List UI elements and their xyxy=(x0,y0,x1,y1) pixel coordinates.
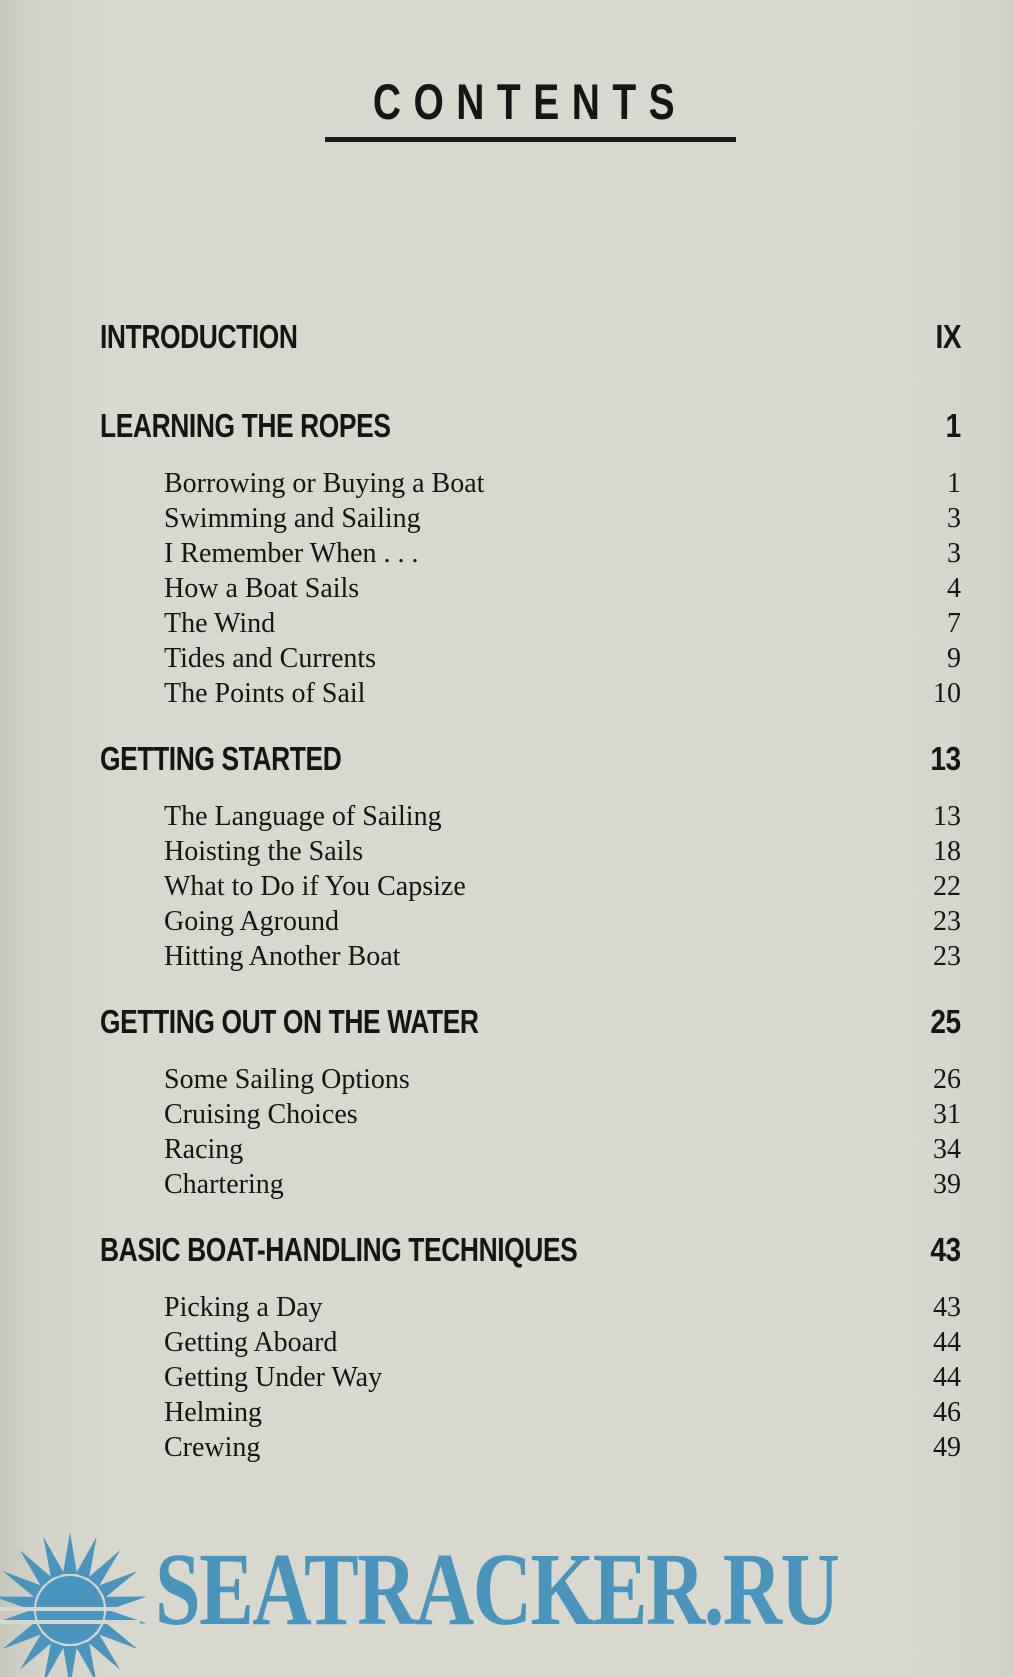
section-page: 23 xyxy=(933,906,961,937)
section-item[interactable] xyxy=(100,468,961,500)
chapter-title: GETTING OUT ON THE WATER xyxy=(100,1003,479,1040)
section-page: 43 xyxy=(933,1292,961,1323)
section-item[interactable] xyxy=(100,1169,961,1201)
section-page: 7 xyxy=(947,608,961,639)
section-page: 26 xyxy=(933,1064,961,1095)
section-title: Getting Aboard xyxy=(164,1327,338,1358)
section-page: 1 xyxy=(947,468,961,499)
section-item[interactable] xyxy=(100,1099,961,1131)
section-page: 18 xyxy=(933,836,961,867)
section-page: 44 xyxy=(933,1327,961,1358)
section-title: Hitting Another Boat xyxy=(164,941,401,972)
section-page: 34 xyxy=(933,1134,961,1165)
chapter-introduction[interactable] xyxy=(100,318,961,356)
chapter-basic-boat-handling-techniques[interactable] xyxy=(100,1231,961,1269)
section-item[interactable] xyxy=(100,1397,961,1429)
chapter-title: GETTING STARTED xyxy=(100,740,342,777)
section-title: I Remember When . . . xyxy=(164,538,419,569)
section-page: 39 xyxy=(933,1169,961,1200)
chapter-title: BASIC BOAT-HANDLING TECHNIQUES xyxy=(100,1231,578,1268)
section-title: Swimming and Sailing xyxy=(164,503,421,534)
section-title: Hoisting the Sails xyxy=(164,836,364,867)
chapter-page: 25 xyxy=(930,1003,961,1040)
section-item[interactable] xyxy=(100,643,961,675)
section-item[interactable] xyxy=(100,1327,961,1359)
chapter-page: 43 xyxy=(930,1231,961,1268)
title-underline xyxy=(325,137,736,142)
section-item[interactable] xyxy=(100,941,961,973)
section-title: Helming xyxy=(164,1397,262,1428)
section-title: What to Do if You Capsize xyxy=(164,871,466,902)
section-page: 22 xyxy=(933,871,961,902)
section-page: 44 xyxy=(933,1362,961,1393)
section-item[interactable] xyxy=(100,1362,961,1394)
chapter-learning-the-ropes[interactable] xyxy=(100,407,961,445)
section-title: Getting Under Way xyxy=(164,1362,383,1393)
section-title: The Language of Sailing xyxy=(164,801,442,832)
section-title: The Wind xyxy=(164,608,276,639)
section-title: Tides and Currents xyxy=(164,643,377,674)
chapter-page: IX xyxy=(935,318,961,355)
section-item[interactable] xyxy=(100,1134,961,1166)
section-page: 23 xyxy=(933,941,961,972)
section-item[interactable] xyxy=(100,871,961,903)
watermark-text: SEATRACKER.RU xyxy=(155,1532,839,1647)
section-item[interactable] xyxy=(100,906,961,938)
section-page: 46 xyxy=(933,1397,961,1428)
section-title: Crewing xyxy=(164,1432,261,1463)
section-page: 10 xyxy=(933,678,961,709)
page-title: CONTENTS xyxy=(372,74,688,130)
section-item[interactable] xyxy=(100,608,961,640)
chapter-title: LEARNING THE ROPES xyxy=(100,407,391,444)
chapter-getting-started[interactable] xyxy=(100,740,961,778)
section-title: Some Sailing Options xyxy=(164,1064,410,1095)
section-title: Picking a Day xyxy=(164,1292,323,1323)
section-page: 31 xyxy=(933,1099,961,1130)
section-title: Going Aground xyxy=(164,906,339,937)
section-item[interactable] xyxy=(100,836,961,868)
section-title: Chartering xyxy=(164,1169,284,1200)
chapter-getting-out-on-the-water[interactable] xyxy=(100,1003,961,1041)
section-title: How a Boat Sails xyxy=(164,573,360,604)
section-page: 3 xyxy=(947,538,961,569)
section-page: 3 xyxy=(947,503,961,534)
section-item[interactable] xyxy=(100,1432,961,1464)
section-title: The Points of Sail xyxy=(164,678,366,709)
section-item[interactable] xyxy=(100,1064,961,1096)
chapter-page: 1 xyxy=(945,407,961,444)
section-title: Racing xyxy=(164,1134,244,1165)
chapter-page: 13 xyxy=(930,740,961,777)
section-item[interactable] xyxy=(100,573,961,605)
section-page: 4 xyxy=(947,573,961,604)
chapter-title: INTRODUCTION xyxy=(100,318,298,355)
section-page: 49 xyxy=(933,1432,961,1463)
section-item[interactable] xyxy=(100,538,961,570)
section-item[interactable] xyxy=(100,678,961,710)
section-page: 13 xyxy=(933,801,961,832)
section-title: Cruising Choices xyxy=(164,1099,358,1130)
section-page: 9 xyxy=(947,643,961,674)
section-item[interactable] xyxy=(100,1292,961,1324)
section-title: Borrowing or Buying a Boat xyxy=(164,468,485,499)
section-item[interactable] xyxy=(100,503,961,535)
section-item[interactable] xyxy=(100,801,961,833)
